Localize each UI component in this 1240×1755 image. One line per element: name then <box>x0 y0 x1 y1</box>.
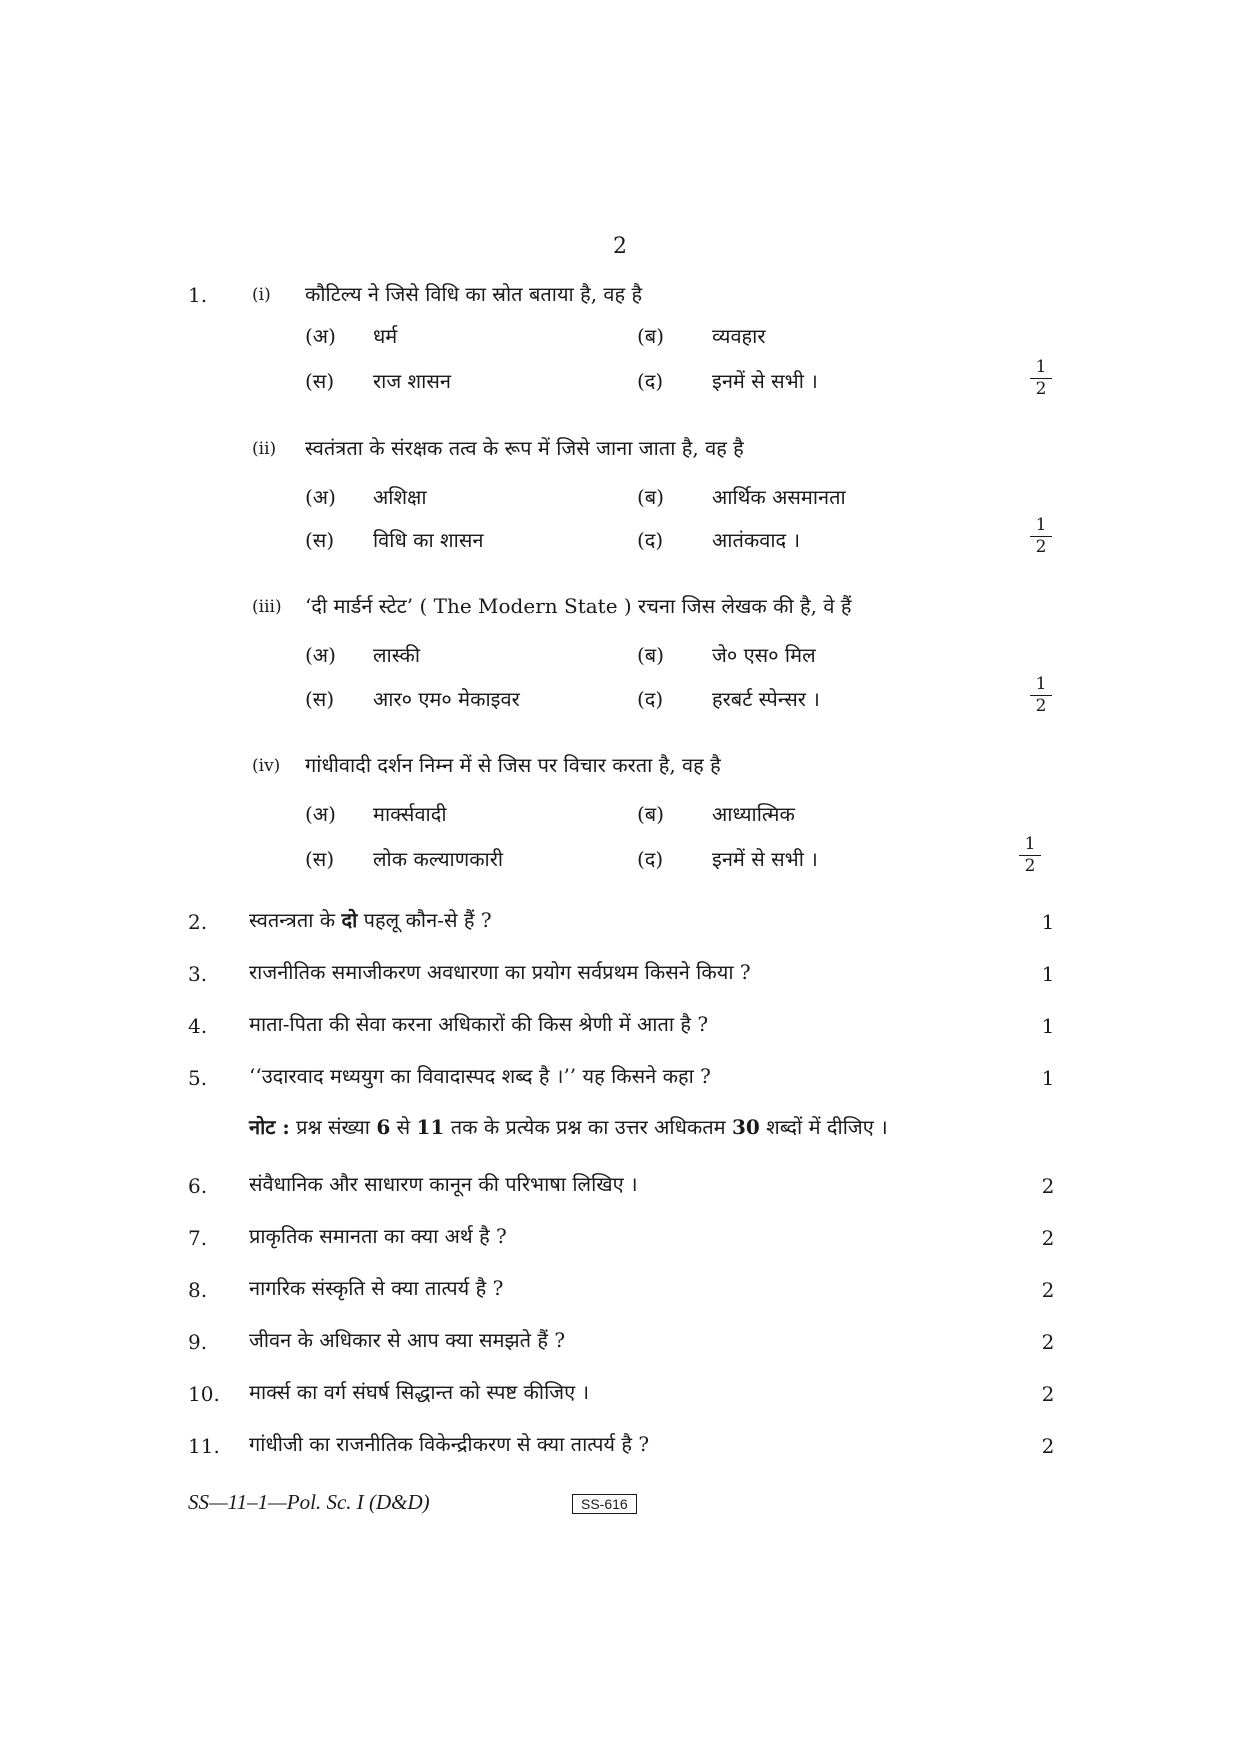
option-text: आतंकवाद । <box>712 528 801 552</box>
marks-fraction: 1 2 <box>1026 516 1056 557</box>
question-text: माता-पिता की सेवा करना अधिकारों की किस श्रेणी में आता है ? <box>249 1012 709 1036</box>
option-label: (द) <box>637 687 664 711</box>
option-text: जे० एस० मिल <box>712 643 816 667</box>
marks: 2 <box>1041 1382 1055 1406</box>
option-text: आध्यात्मिक <box>712 802 795 826</box>
question-number: 6. <box>188 1174 208 1198</box>
part-text: स्वतंत्रता के संरक्षक तत्व के रूप में जिसे जाना जाता है, वह है <box>305 436 744 460</box>
option-label: (ब) <box>637 643 665 667</box>
paper-code: SS—11–1—Pol. Sc. I (D&D) <box>188 1490 430 1514</box>
part-label: (iii) <box>252 597 282 617</box>
option-text: विधि का शासन <box>373 528 484 552</box>
option-label: (ब) <box>637 802 665 826</box>
question-number: 5. <box>188 1066 208 1090</box>
question-number: 1. <box>188 283 208 307</box>
question-number: 8. <box>188 1278 208 1302</box>
option-text: आर्थिक असमानता <box>712 485 846 509</box>
option-label: (द) <box>637 847 664 871</box>
marks: 1 <box>1041 1014 1055 1038</box>
option-label: (स) <box>305 687 335 711</box>
marks: 2 <box>1041 1278 1055 1302</box>
question-text: राजनीतिक समाजीकरण अवधारणा का प्रयोग सर्वप्रथम किसने किया ? <box>249 960 751 984</box>
marks: 2 <box>1041 1174 1055 1198</box>
option-text: हरबर्ट स्पेन्सर । <box>712 687 820 711</box>
option-label: (अ) <box>305 643 336 667</box>
paper-code-box: SS-616 <box>572 1494 637 1514</box>
marks: 1 <box>1041 1066 1055 1090</box>
question-text: गांधीजी का राजनीतिक विकेन्द्रीकरण से क्या तात्पर्य है ? <box>249 1432 650 1456</box>
part-text: गांधीवादी दर्शन निम्न में से जिस पर विचार करता है, वह है <box>305 753 721 777</box>
marks: 2 <box>1041 1226 1055 1250</box>
option-label: (अ) <box>305 485 336 509</box>
option-text: आर० एम० मेकाइवर <box>373 687 520 711</box>
part-label: (ii) <box>252 439 277 459</box>
marks: 2 <box>1041 1330 1055 1354</box>
page-number: 2 <box>613 234 627 259</box>
marks-fraction: 1 2 <box>1026 675 1056 716</box>
option-text: अशिक्षा <box>373 485 427 509</box>
note-label: नोट : <box>249 1115 290 1139</box>
option-text: व्यवहार <box>712 324 766 348</box>
option-label: (स) <box>305 369 335 393</box>
emphasis: दो <box>341 908 358 932</box>
option-label: (द) <box>637 528 664 552</box>
question-number: 7. <box>188 1226 208 1250</box>
question-number: 2. <box>188 910 208 934</box>
question-number: 3. <box>188 962 208 986</box>
part-label: (i) <box>252 285 271 305</box>
marks-fraction: 1 2 <box>1026 358 1056 399</box>
option-label: (ब) <box>637 485 665 509</box>
option-text: मार्क्सवादी <box>373 802 447 826</box>
question-text: मार्क्स का वर्ग संघर्ष सिद्धान्त को स्पष्ट कीजिए । <box>249 1380 590 1404</box>
question-number: 9. <box>188 1330 208 1354</box>
instruction-note: नोट : प्रश्न संख्या 6 से 11 तक के प्रत्येक प्रश्न का उत्तर अधिकतम 30 शब्दों में दीजिए । <box>249 1115 888 1139</box>
option-text: राज शासन <box>373 369 451 393</box>
option-label: (अ) <box>305 802 336 826</box>
option-label: (स) <box>305 528 335 552</box>
option-text: इनमें से सभी । <box>712 847 818 871</box>
option-text: इनमें से सभी । <box>712 369 818 393</box>
marks: 2 <box>1041 1434 1055 1458</box>
option-label: (ब) <box>637 324 665 348</box>
question-number: 4. <box>188 1014 208 1038</box>
option-label: (द) <box>637 369 664 393</box>
question-number: 11. <box>188 1434 220 1458</box>
part-text: कौटिल्य ने जिसे विधि का स्रोत बताया है, वह है <box>305 282 643 306</box>
marks-fraction: 1 2 <box>1015 835 1045 876</box>
marks: 1 <box>1041 962 1055 986</box>
option-text: धर्म <box>373 324 398 348</box>
option-text: लोक कल्याणकारी <box>373 847 504 871</box>
part-label: (iv) <box>252 756 281 776</box>
question-text: संवैधानिक और साधारण कानून की परिभाषा लिखिए । <box>249 1172 638 1196</box>
option-text: लास्की <box>373 643 421 667</box>
question-text: प्राकृतिक समानता का क्या अर्थ है ? <box>249 1224 507 1248</box>
part-text: ‘दी मार्डर्न स्टेट’ ( The Modern State ) रचना जिस लेखक की है, वे हैं <box>305 594 852 618</box>
option-label: (अ) <box>305 324 336 348</box>
question-text: नागरिक संस्कृति से क्या तात्पर्य है ? <box>249 1276 504 1300</box>
question-number: 10. <box>188 1382 220 1406</box>
question-text: स्वतन्त्रता के दो पहलू कौन-से हैं ? <box>249 908 492 932</box>
option-label: (स) <box>305 847 335 871</box>
marks: 1 <box>1041 910 1055 934</box>
question-text: जीवन के अधिकार से आप क्या समझते हैं ? <box>249 1328 566 1352</box>
question-text: ‘‘उदारवाद मध्ययुग का विवादास्पद शब्द है ।’’ यह किसने कहा ? <box>249 1064 711 1088</box>
